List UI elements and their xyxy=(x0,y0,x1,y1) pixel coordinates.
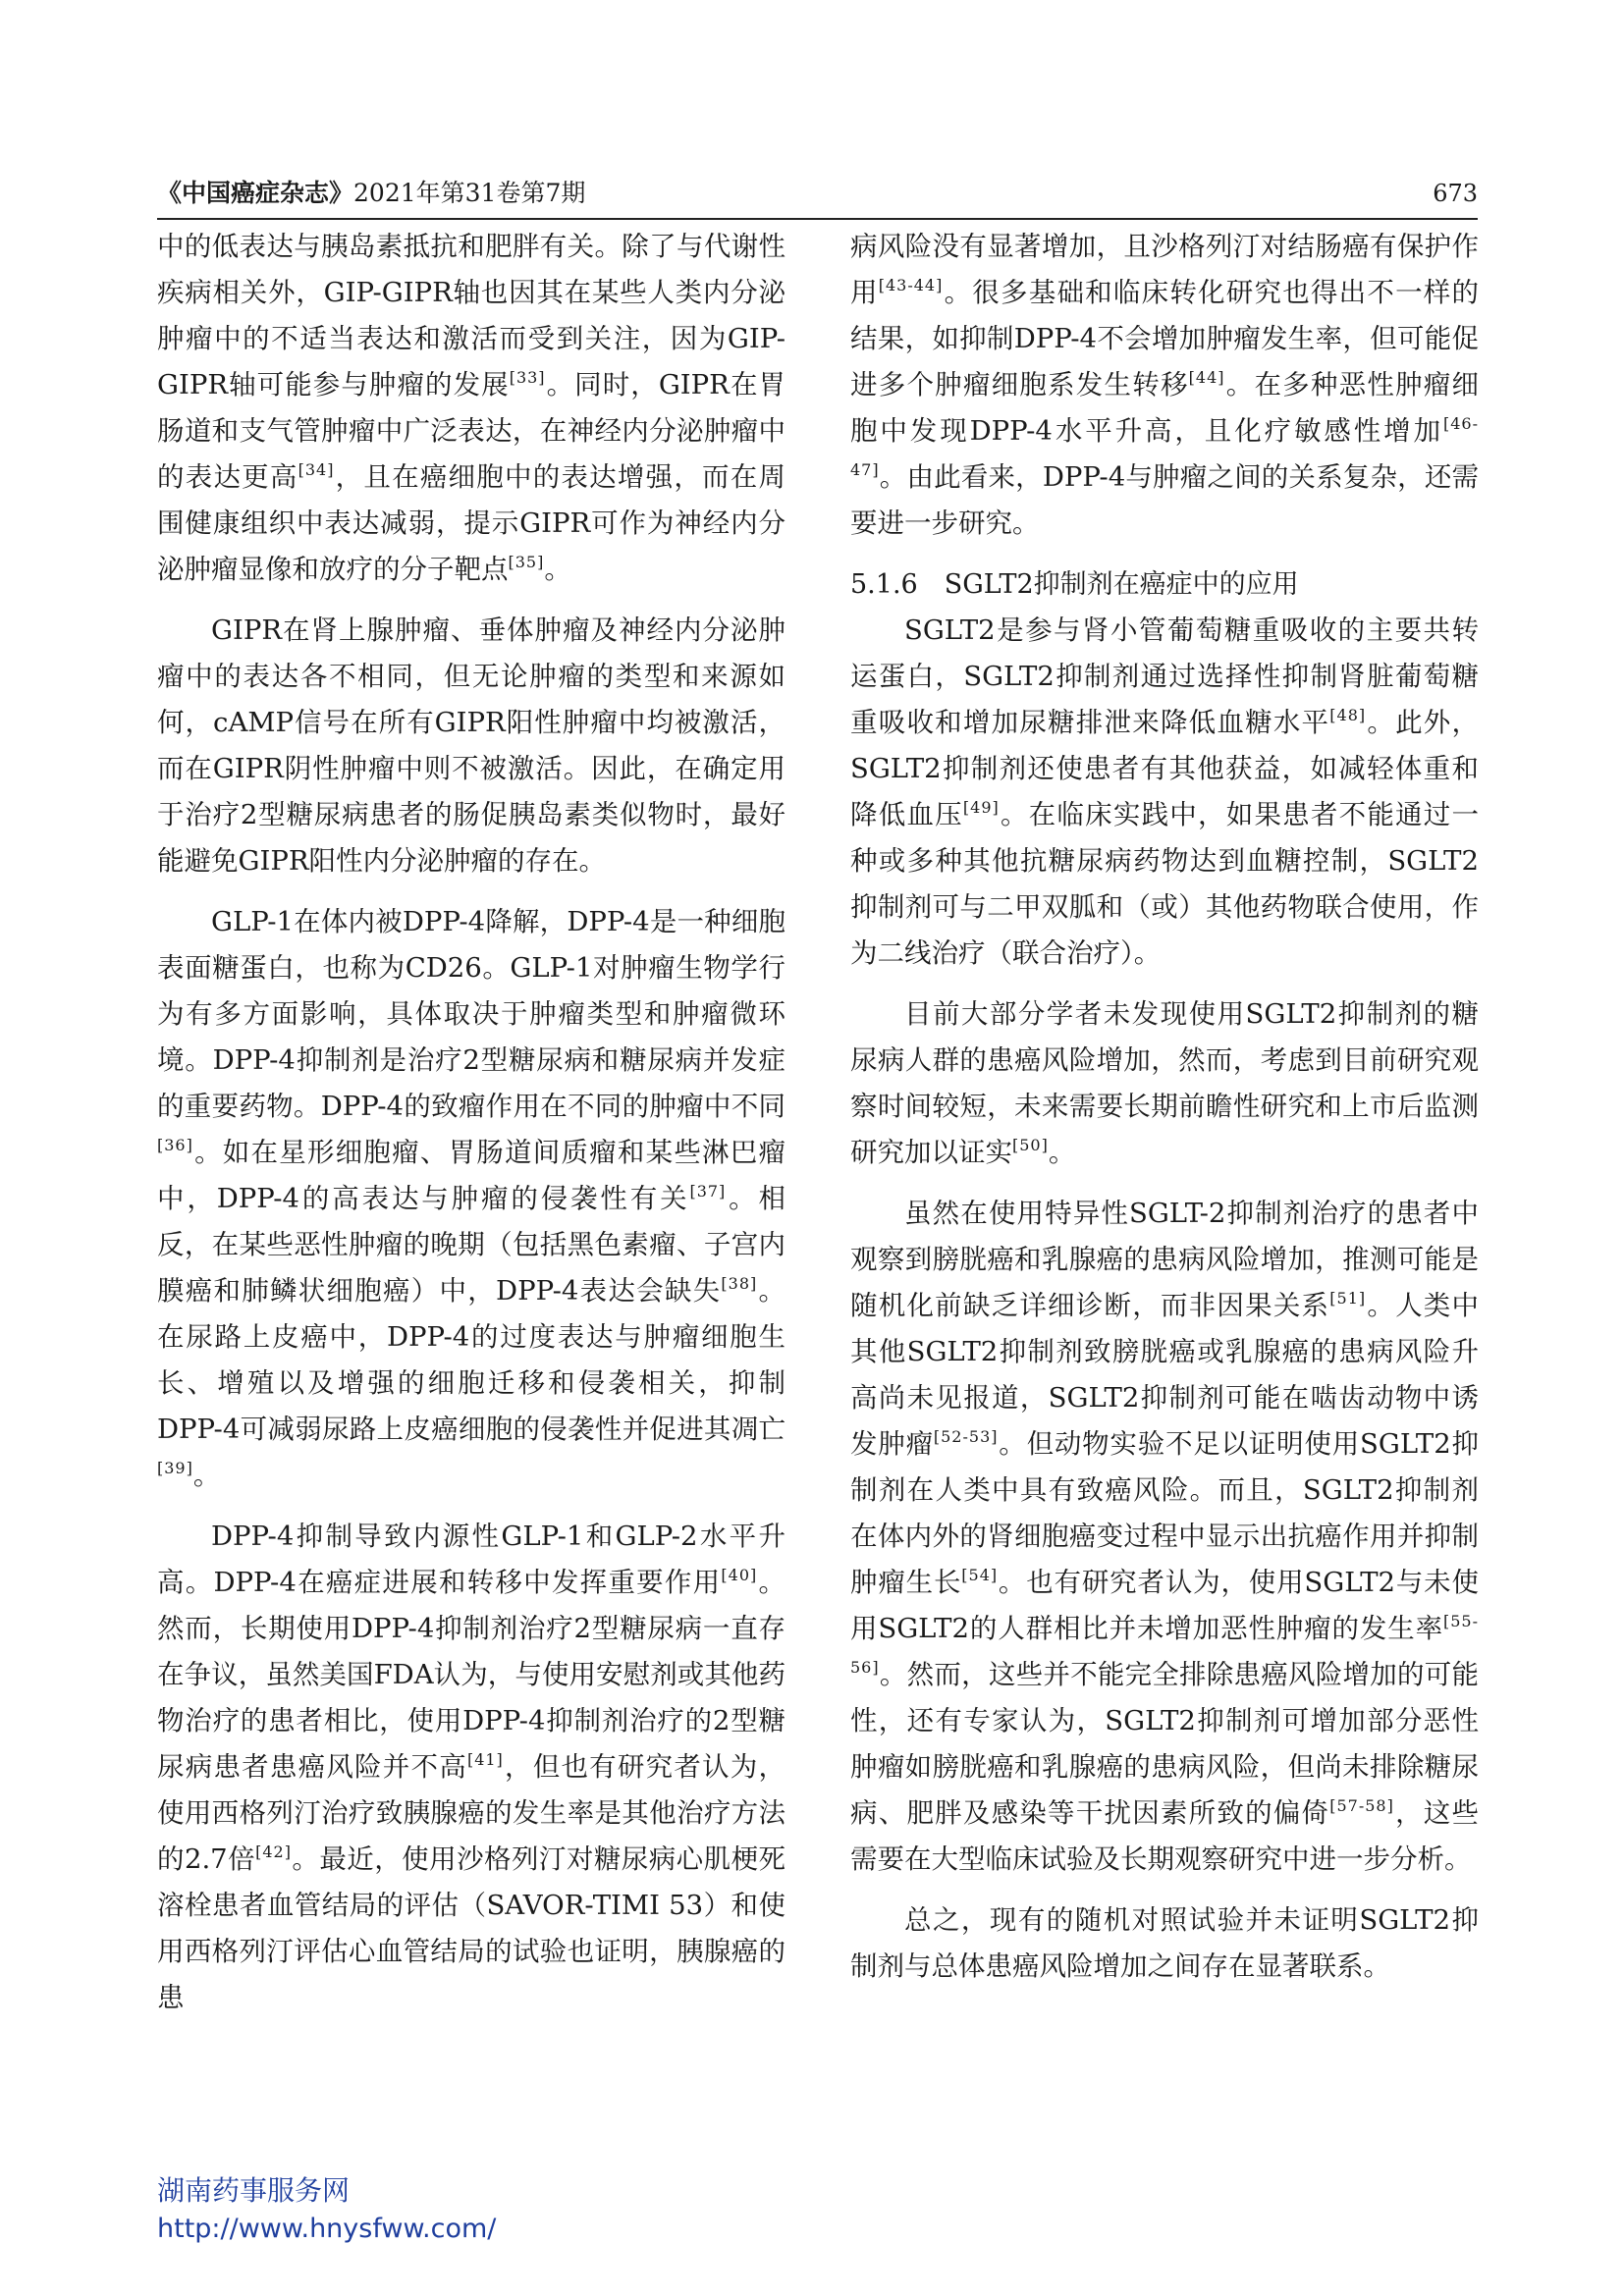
citation-ref: [43-44] xyxy=(878,276,944,294)
citation-ref: [38] xyxy=(721,1274,758,1293)
text-run: SGLT2是参与肾小管葡萄糖重吸收的主要共转运蛋白，SGLT2抑制剂通过选择性抑制肾脏葡萄糖重吸收和增加尿糖排泄来降低血糖水平 xyxy=(850,614,1479,738)
paragraph xyxy=(850,1191,1479,1883)
paragraph xyxy=(850,608,1479,977)
text-run: 。 xyxy=(544,554,571,585)
citation-ref: [44] xyxy=(1188,368,1225,387)
paragraph xyxy=(157,899,785,1499)
section-heading: 5.1.6 SGLT2抑制剂在癌症中的应用 xyxy=(850,569,1299,600)
right-column xyxy=(850,224,1479,2004)
text-run: 。此外，SGLT2抑制剂还使患者有其他获益，如减轻体重和降低血压 xyxy=(850,707,1480,830)
issue-info: 2021年第31卷第7期 xyxy=(353,179,586,207)
text-run: ，但也有研究者认为，使用西格列汀治疗致胰腺癌的发生率是其他治疗方法的2.7倍 xyxy=(157,1751,786,1875)
text-run: 。在多种恶性肿瘤细胞中发现DPP-4水平升高，且化疗敏感性增加 xyxy=(850,369,1480,447)
text-run: 。最近，使用沙格列汀对糖尿病心肌梗死溶栓患者血管结局的评估（SAVOR-TIMI 53）和使用西格列汀评估心血管结局的试验也证明，胰腺癌的患 xyxy=(157,1843,786,2013)
text-run: 。由此看来，DPP-4与肿瘤之间的关系复杂，还需要进一步研究。 xyxy=(850,461,1479,539)
text-run: 。也有研究者认为，使用SGLT2与未使用SGLT2的人群相比并未增加恶性肿瘤的发生率 xyxy=(850,1567,1479,1644)
running-header xyxy=(157,177,1478,220)
paragraph xyxy=(850,991,1479,1176)
watermark-name: 湖南药事服务网 xyxy=(157,2174,351,2207)
citation-ref: [50] xyxy=(1012,1136,1049,1154)
citation-ref: [37] xyxy=(689,1182,727,1201)
citation-ref: [39] xyxy=(157,1459,193,1477)
paragraph xyxy=(157,224,785,593)
text-run: ，且在癌细胞中的表达增强，而在周围健康组织中表达减弱，提示GIPR可作为神经内分泌肿瘤显像和放疗的分子靶点 xyxy=(157,461,785,585)
citation-ref: [41] xyxy=(466,1750,504,1769)
watermark-url: http://www.hnysfww.com/ xyxy=(157,2214,497,2244)
citation-ref: [42] xyxy=(255,1842,292,1861)
text-run: ，这些需要在大型临床试验及长期观察研究中进一步分析。 xyxy=(850,1797,1480,1875)
text-run: 病风险没有显著增加，且沙格列汀对结肠癌有保护作用 xyxy=(850,231,1479,308)
citation-ref: [46-47] xyxy=(850,414,1479,479)
citation-ref: [48] xyxy=(1329,706,1367,724)
text-run: 。然而，这些并不能完全排除患癌风险增加的可能性，还有专家认为，SGLT2抑制剂可增加部分恶性肿瘤如膀胱癌和乳腺癌的患病风险，但尚未排除糖尿病、肥胖及感染等干扰因素所致的偏倚 xyxy=(850,1659,1479,1829)
citation-ref: [33] xyxy=(509,368,546,387)
citation-ref: [49] xyxy=(962,798,1000,817)
text-run: 。 xyxy=(1048,1137,1076,1168)
citation-ref: [36] xyxy=(157,1136,193,1154)
site-watermark xyxy=(157,2171,496,2248)
text-run: GIPR在肾上腺肿瘤、垂体肿瘤及神经内分泌肿瘤中的表达各不相同，但无论肿瘤的类型和来源如何，cAMP信号在所有GIPR阳性肿瘤中均被激活，而在GIPR阴性肿瘤中则不被激活。因此，在确定用于治疗2型糖尿病患者的肠促胰岛素类似物时，最好能避免GIPR阳性内分泌肿瘤的存在。 xyxy=(157,614,785,877)
text-run: 目前大部分学者未发现使用SGLT2抑制剂的糖尿病人群的患癌风险增加，然而，考虑到目前研究观察时间较短，未来需要长期前瞻性研究和上市后监测研究加以证实 xyxy=(850,998,1479,1168)
citation-ref: [34] xyxy=(298,460,335,479)
text-run: 。 xyxy=(192,1460,221,1491)
text-run: 。很多基础和临床转化研究也得出不一样的结果，如抑制DPP-4不会增加肿瘤发生率，但可能促进多个肿瘤细胞系发生转移 xyxy=(850,277,1480,400)
text-run: 。在尿路上皮癌中，DPP-4的过度表达与肿瘤细胞生长、增殖以及增强的细胞迁移和侵袭相关，抑制DPP-4可减弱尿路上皮癌细胞的侵袭性并促进其凋亡 xyxy=(157,1275,786,1445)
text-run: 。在临床实践中，如果患者不能通过一种或多种其他抗糖尿病药物达到血糖控制，SGLT2抑制剂可与二甲双胍和（或）其他药物联合使用，作为二线治疗（联合治疗）。 xyxy=(850,799,1480,969)
right-column-body xyxy=(850,608,1479,1990)
text-run: 。人类中其他SGLT2抑制剂致膀胱癌或乳腺癌的患病风险升高尚未见报道，SGLT2抑制剂可能在啮齿动物中诱发肿瘤 xyxy=(850,1290,1480,1460)
text-run: 。相反，在某些恶性肿瘤的晚期（包括黑色素瘤、子宫内膜癌和肺鳞状细胞癌）中，DPP-4表达会缺失 xyxy=(157,1183,785,1307)
citation-ref: [55-56] xyxy=(850,1612,1479,1677)
text-run: 。但动物实验不足以证明使用SGLT2抑制剂在人类中具有致癌风险。而且，SGLT2抑制剂在体内外的肾细胞癌变过程中显示出抗癌作用并抑制肿瘤生长 xyxy=(850,1428,1479,1598)
paragraph xyxy=(850,224,1479,547)
page-number: 673 xyxy=(1433,180,1478,207)
text-run: 中的低表达与胰岛素抵抗和肥胖有关。除了与代谢性疾病相关外，GIP-GIPR轴也因其在某些人类内分泌肿瘤中的不适当表达和激活而受到关注，因为GIP-GIPR轴可能参与肿瘤的发展 xyxy=(157,231,785,400)
text-run: 。同时，GIPR在胃肠道和支气管肿瘤中广泛表达，在神经内分泌肿瘤中的表达更高 xyxy=(157,369,785,493)
paragraph xyxy=(157,1514,785,2021)
citation-ref: [51] xyxy=(1329,1289,1367,1308)
text-run: 虽然在使用特异性SGLT-2抑制剂治疗的患者中观察到膀胱癌和乳腺癌的患病风险增加，推测可能是随机化前缺乏详细诊断，而非因果关系 xyxy=(850,1198,1479,1321)
text-run: DPP-4抑制导致内源性GLP-1和GLP-2水平升高。DPP-4在癌症进展和转移中发挥重要作用 xyxy=(157,1521,785,1598)
text-run: 。然而，长期使用DPP-4抑制剂治疗2型糖尿病一直存在争议，虽然美国FDA认为，与使用安慰剂或其他药物治疗的患者相比，使用DPP-4抑制剂治疗的2型糖尿病患者患癌风险并不高 xyxy=(157,1567,786,1783)
journal-title: 《中国癌症杂志》2021年第31卷第7期 xyxy=(157,179,586,207)
left-column xyxy=(157,224,785,2036)
text-run: 总之，现有的随机对照试验并未证明SGLT2抑制剂与总体患癌风险增加之间存在显著联系。 xyxy=(850,1904,1479,1982)
text-run: 。如在星形细胞瘤、胃肠道间质瘤和某些淋巴瘤中，DPP-4的高表达与肿瘤的侵袭性有关 xyxy=(157,1137,785,1214)
citation-ref: [57-58] xyxy=(1329,1796,1394,1815)
citation-ref: [54] xyxy=(961,1566,999,1584)
citation-ref: [40] xyxy=(721,1566,758,1584)
paragraph xyxy=(850,1897,1479,1990)
paragraph xyxy=(157,608,785,884)
citation-ref: [52-53] xyxy=(933,1427,999,1446)
text-run: GLP-1在体内被DPP-4降解，DPP-4是一种细胞表面糖蛋白，也称为CD26。GLP-1对肿瘤生物学行为有多方面影响，具体取决于肿瘤类型和肿瘤微环境。DPP-4抑制剂是治疗2型糖尿病和糖尿病并发症的重要药物。DPP-4的致瘤作用在不同的肿瘤中不同 xyxy=(157,906,785,1122)
citation-ref: [35] xyxy=(508,553,545,571)
